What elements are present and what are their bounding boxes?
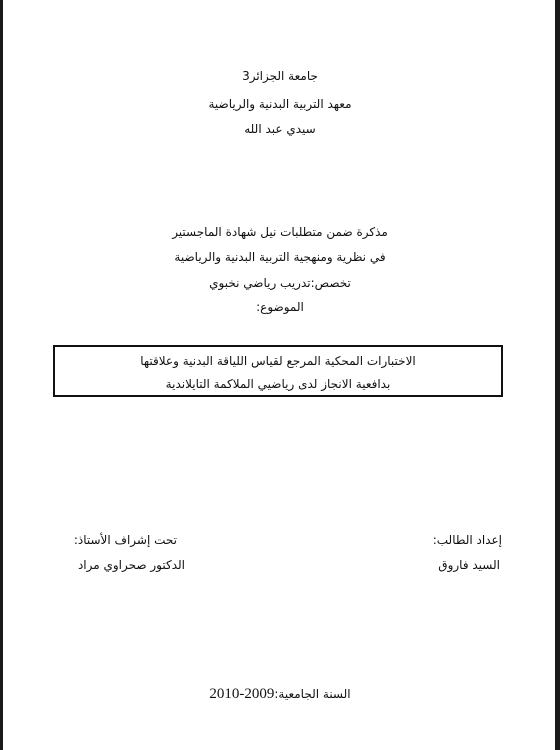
academic-year-label: السنة الجامعية: <box>274 687 351 701</box>
institute-name: معهد التربية البدنية والرياضية <box>208 97 352 111</box>
academic-year <box>0 684 560 703</box>
subject-title-line-1: الاختبارات المحكية المرجع لقياس اللياقة البدنية وعلاقتها <box>140 354 416 368</box>
thesis-specialty: تخصص:تدريب رياضي نخبوي <box>209 276 351 290</box>
campus-name: سيدي عبد الله <box>244 122 316 136</box>
page-border-right <box>555 0 560 750</box>
subject-label: الموضوع: <box>256 300 304 314</box>
student-name: السيد فاروق <box>438 558 500 572</box>
subject-box <box>53 345 503 397</box>
student-label: إعداد الطالب: <box>432 533 502 547</box>
academic-year-value: 2010-2009 <box>209 686 275 702</box>
subject-title-line-2: بدافعية الانجاز لدى رياضيي الملاكمة التايلاندية <box>165 377 391 391</box>
page-border-left <box>0 0 3 750</box>
supervisor-name: الدكتور صحراوي مراد <box>77 558 185 572</box>
thesis-field: في نظرية ومنهجية التربية البدنية والرياضية <box>174 250 386 264</box>
supervisor-label: تحت إشراف الأستاذ: <box>73 533 177 547</box>
thesis-purpose: مذكرة ضمن متطلبات نيل شهادة الماجستير <box>172 225 388 239</box>
university-name: جامعة الجزائر3 <box>242 69 318 83</box>
